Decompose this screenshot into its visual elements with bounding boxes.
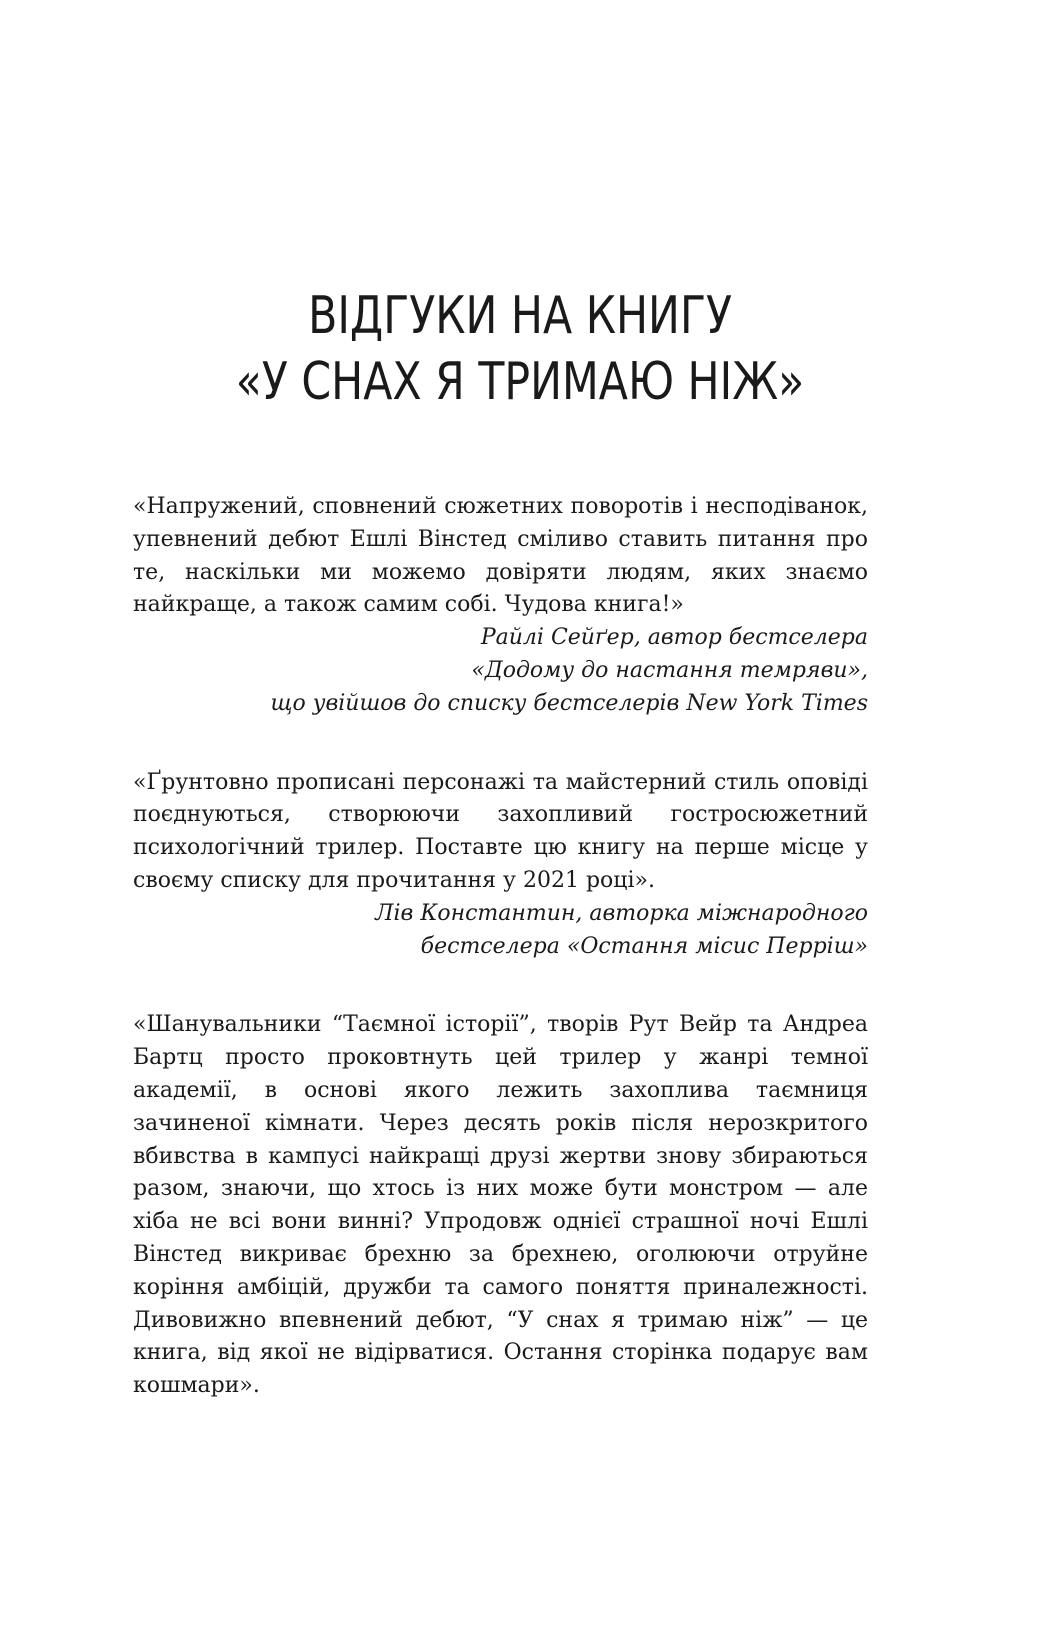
title-line-2: «У СНАХ Я ТРИМАЮ НІЖ» (235, 352, 805, 412)
review-text: «Напружений, сповнений сюжетних поворотів і несподіванок, упевнений дебют Ешлі Вінстед сміливо ставить питання про те, наскільки ми можемо довіряти людям, яких знаємо найкраще, а також самим собі. Чудова книга!» (133, 494, 868, 618)
page-title (94, 283, 947, 415)
review-3 (133, 1009, 868, 1403)
review-text: «Ґрунтовно прописані персонажі та майстерний стиль оповіді поєднуються, створюючи захопливий гостросюжетний психологічний трилер. Поставте цю книгу на перше місце у своєму списку для прочитання у 2021 році». (133, 769, 868, 893)
review-text: «Шанувальники “Таємної історії”, творів Рут Вейр та Андреа Бартц просто проковтнуть цей трилер у жанрі темної академії, в основі якого лежить захоплива таємниця зачиненої кімнати. Через десять років після нерозкритого вбивства в кампусі найкращі друзі жертви знову збираються разом, знаючи, що хтось із них може бути монстром — але хіба не всі вони винні? Упродовж однієї страшної ночі Ешлі Вінстед викриває брехню за брехнею, оголюючи отруйне коріння амбіцій, дружби та самого поняття приналежності. Дивовижно впевнений дебют, “У снах я тримаю ніж” — це книга, від якої не відірватися. Остання сторінка подарує вам кошмари». (133, 1012, 868, 1399)
attribution-line: Райлі Сейґер, автор бестселера (480, 625, 868, 651)
review-attribution (133, 622, 868, 720)
review-attribution (133, 898, 868, 964)
attribution-line: що увійшов до списку бестселерів New York Times (270, 690, 868, 716)
attribution-line: Лів Константин, авторка міжнародного (375, 900, 868, 926)
attribution-line: «Додому до настання темряви», (471, 657, 868, 683)
title-line-1: ВІДГУКИ НА КНИГУ (308, 286, 732, 346)
reviews-section (133, 491, 868, 1449)
review-1 (133, 491, 868, 721)
attribution-line: бестселера «Остання місис Перріш» (420, 933, 868, 959)
review-2 (133, 767, 868, 964)
